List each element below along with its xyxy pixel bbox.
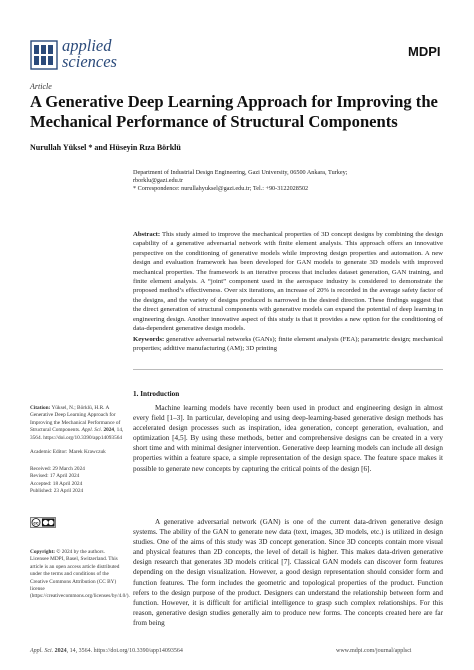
abstract-text: This study aimed to improve the mechanical properties of 3D concept designs by combining the design capability of a generative adversarial network with finite element analysis. This approach offers an innovative perspective on the conditioning of generative models while improving design properties and automation. A new design and evaluation framework has been developed for GAN models to generate 3D models with improved mechanical properties. The framework is an iterative process that includes dataset generation, GAN training, and finite element analysis. A “joint” component used in the aerospace industry is considered to demonstrate the proposed method’s effectiveness. Over six iterations, an increase of 20% is recorded in the average safety factor of the designs, and the variety of designs produced is narrowed in the desired direction. These findings suggest that the direct generation of structural components with generative models can expand the potential of deep learning in engineering design. Another innovative aspect of this study is that it provides a new option for the conditioning of data-dependent generative design models. [133, 231, 443, 333]
keywords-label: Keywords: [133, 336, 165, 343]
footer-journal-url[interactable]: www.mdpi.com/journal/applsci [336, 648, 412, 654]
affiliation-line: Department of Industrial Design Engineering, Gazi University, 06500 Ankara, Turkey; [133, 169, 348, 176]
journal-name [62, 38, 117, 70]
copyright-block [30, 549, 130, 601]
footer-doi[interactable]: , 14, 3564. https://doi.org/10.3390/app14093564 [66, 648, 183, 654]
footer-year: 2024 [54, 648, 67, 654]
article-type: Article [30, 82, 52, 91]
journal-logo-icon [30, 40, 58, 70]
keywords-text: generative adversarial networks (GANs); finite element analysis (FEA); parametric design; mechanical properties; additive manufacturing (AM); 3D printing [133, 336, 443, 353]
revised-date: Revised: 17 April 2024 [30, 473, 80, 480]
section-heading: 1. Introduction [133, 390, 180, 398]
footer-citation [30, 648, 183, 654]
citation-journal: Appl. Sci. [81, 427, 103, 434]
published-date: Published: 23 April 2024 [30, 488, 84, 495]
footer-journal: Appl. Sci. [30, 648, 54, 654]
svg-text:MDPI: MDPI [408, 44, 441, 59]
citation-block [30, 405, 124, 442]
copyright-label: Copyright: [30, 549, 56, 555]
dates-block [30, 466, 124, 496]
mdpi-logo-icon [408, 42, 444, 60]
citation-label: Citation: [30, 405, 51, 411]
received-date: Received: 29 March 2024 [30, 466, 85, 472]
body-paragraph: A generative adversarial network (GAN) is one of the current data-driven generative design systems. The ability of the GAN to generate new data (text, images, 3D models, etc.) is utilized in design studies. One of the aims of this study was 3D concept generation. Since 3D concepts contain more visual and physical features than 2D concepts, the level of detail is higher. This makes data-driven generative design research that generates 3D models critical [7]. Classical GAN models can discover form features depending on the design visualization. However, a good design representation should consider form and function features. The form includes the geometric and topological properties of the product. Function refers to the design purpose of the product. Designers can understand the relationship between form and function. However, it is difficult for artificial intelligence to grasp such complex relationships. For this reason, generative design studies generally aim to produce new forms. The concepts created here are far from being [133, 518, 443, 627]
keywords [133, 335, 443, 354]
abstract-label: Abstract: [133, 231, 161, 238]
copyright-text: © 2024 by the authors. Licensee MDPI, Basel, Switzerland. This article is an open access article distributed under the terms and conditions of the Creative Commons Attribution (CC BY) license (https://creativecommons.org/licenses/by/4.0/). [30, 549, 130, 600]
author-list: Nurullah Yüksel * and Hüseyin Rıza Börklü [30, 143, 181, 152]
journal-name-line1: applied [62, 36, 112, 55]
accepted-date: Accepted: 18 April 2024 [30, 480, 83, 487]
cc-by-license-icon[interactable] [30, 517, 56, 528]
journal-name-line2: sciences [62, 52, 117, 71]
correspondence-line: * Correspondence: nurullahyuksel@gazi.edu.tr; Tel.: +90-3122028502 [133, 185, 309, 193]
affiliation-email[interactable]: rborklu@gazi.edu.tr [133, 177, 184, 185]
body-paragraph: Machine learning models have recently been used in product and engineering design in almost every field [1–3]. In particular, developing and using deep-learning-based generative design methods has accelerated design processes such as inspiration, idea generation, concept generation, evaluation, and optimization [4,5]. By using these methods, better and comprehensive designs can be created in a very short time and with minimal designer intervention. Generative deep learning models can include all design properties within a feature space, a simple representation of the design space. The feature space makes it possible to generate new concepts by capturing the critical points of the design [6]. [133, 404, 443, 473]
citation-year: 2024 [103, 427, 115, 434]
article-title: A Generative Deep Learning Approach for Improving the Mechanical Performance of Structural Components [30, 92, 438, 131]
divider [133, 369, 443, 370]
abstract [133, 230, 443, 333]
citation-text: Yüksel, N.; Börklü, H.R. A Generative Deep Learning Approach for Improving the Mechanical Performance of Structural Components. [30, 405, 121, 434]
citation-doi[interactable]: , 14, 3564. https://doi.org/10.3390/app14093564 [30, 427, 124, 441]
cc-label: cc [33, 520, 39, 526]
affiliation-block [133, 169, 433, 194]
academic-editor: Academic Editor: Marek Krawczuk [30, 449, 106, 455]
